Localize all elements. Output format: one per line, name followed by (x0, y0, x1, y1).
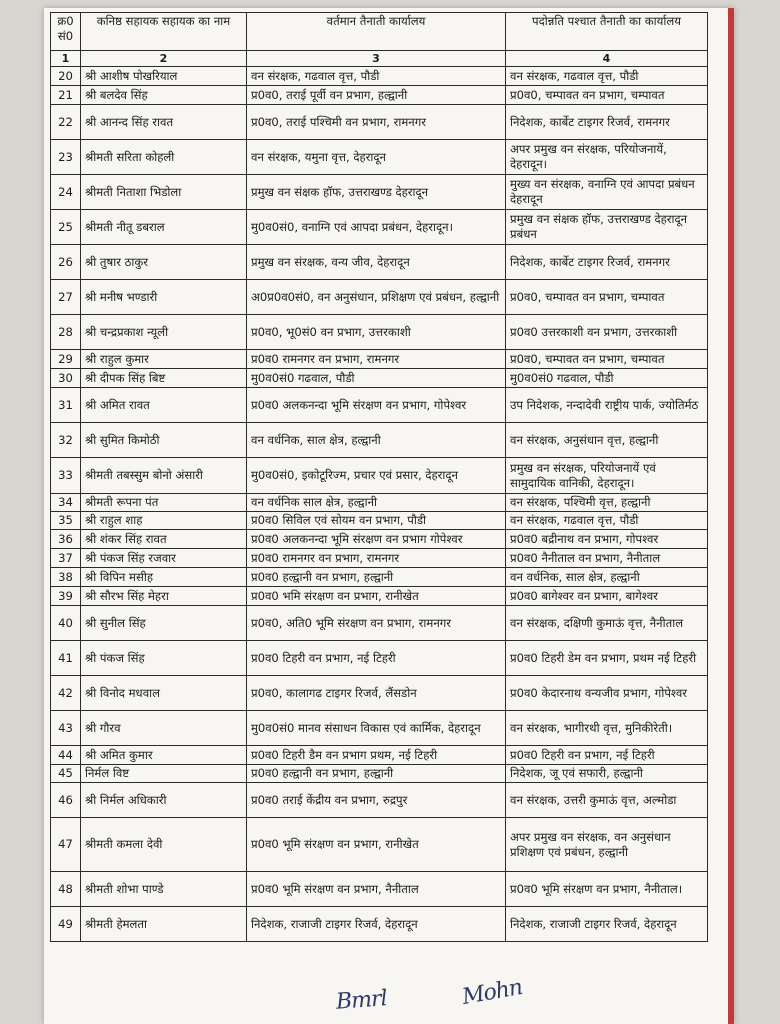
table-row (51, 280, 708, 315)
table-row (51, 245, 708, 280)
new-office-cell: प्र0व0 बागेश्वर वन प्रभाग, बागेश्वर (506, 587, 708, 606)
new-office-cell: वन संरक्षक, अनुसंधान वृत्त, हल्द्वानी (506, 423, 708, 458)
table-row (51, 494, 708, 512)
new-office-cell: मु0व0सं0 गढवाल, पौडी (506, 369, 708, 388)
table-body (51, 67, 708, 942)
current-office-cell: प्र0व0 हल्द्वानी वन प्रभाग, हल्द्वानी (247, 568, 506, 587)
employee-name-cell: श्री सौरभ सिंह मेहरा (81, 587, 247, 606)
serial-number-cell: 35 (51, 512, 81, 530)
table-row (51, 907, 708, 942)
index-cell: 4 (506, 51, 708, 67)
employee-name-cell: श्री विपिन मसीह (81, 568, 247, 587)
page-edge-strip (728, 8, 734, 1024)
employee-name-cell: श्री पंकज सिंह (81, 641, 247, 676)
current-office-cell: वन वर्धनिक साल क्षेत्र, हल्द्वानी (247, 494, 506, 512)
new-office-cell: निदेशक, जू एवं सफारी, हल्द्वानी (506, 765, 708, 783)
new-office-cell: वन वर्धनिक, साल क्षेत्र, हल्द्वानी (506, 568, 708, 587)
table-header-row (51, 13, 708, 51)
table-row (51, 549, 708, 568)
new-office-cell: प्र0व0 उत्तरकाशी वन प्रभाग, उत्तरकाशी (506, 315, 708, 350)
employee-name-cell: श्री सुनील सिंह (81, 606, 247, 641)
table-row (51, 872, 708, 907)
current-office-cell: प्र0व0 टिहरी डैम वन प्रभाग प्रथम, नई टिहरी (247, 746, 506, 765)
employee-name-cell: श्री बलदेव सिंह (81, 86, 247, 105)
table-row (51, 530, 708, 549)
table-row (51, 140, 708, 175)
new-office-cell: निदेशक, राजाजी टाइगर रिजर्व, देहरादून (506, 907, 708, 942)
new-office-cell: प्र0व0 बद्रीनाथ वन प्रभाग, गोपश्वर (506, 530, 708, 549)
employee-name-cell: निर्मल विष्ट (81, 765, 247, 783)
current-office-cell: प्र0व0 हल्द्वानी वन प्रभाग, हल्द्वानी (247, 765, 506, 783)
employee-name-cell: श्रीमती सरिता कोहली (81, 140, 247, 175)
new-office-cell: प्र0व0 केदारनाथ वन्यजीव प्रभाग, गोपेश्वर (506, 676, 708, 711)
serial-number-cell: 26 (51, 245, 81, 280)
header-current-office: वर्तमान तैनाती कार्यालय (247, 13, 506, 51)
serial-number-cell: 28 (51, 315, 81, 350)
new-office-cell: प्र0व0, चम्पावत वन प्रभाग, चम्पावत (506, 350, 708, 369)
current-office-cell: प्रमुख वन संक्षक हॉफ, उत्तराखण्ड देहरादून (247, 175, 506, 210)
new-office-cell: प्रमुख वन संरक्षक, परियोजनायें एवं सामुदायिक वानिकी, देहरादून। (506, 458, 708, 494)
serial-number-cell: 47 (51, 818, 81, 872)
promotion-posting-table (50, 12, 708, 942)
serial-number-cell: 37 (51, 549, 81, 568)
current-office-cell: मु0व0सं0 मानव संसाधन विकास एवं कार्मिक, देहरादून (247, 711, 506, 746)
current-office-cell: वन संरक्षक, यमुना वृत्त, देहरादून (247, 140, 506, 175)
new-office-cell: वन संरक्षक, दक्षिणी कुमाऊं वृत्त, नैनीताल (506, 606, 708, 641)
current-office-cell: प्र0व0 तराई केंद्रीय वन प्रभाग, रुद्रपुर (247, 783, 506, 818)
current-office-cell: प्र0व0 रामनगर वन प्रभाग, रामनगर (247, 350, 506, 369)
serial-number-cell: 40 (51, 606, 81, 641)
employee-name-cell: श्रीमती नीतू डबराल (81, 210, 247, 245)
current-office-cell: प्र0व0 सिविल एवं सोयम वन प्रभाग, पौडी (247, 512, 506, 530)
header-serial: क्र0 सं0 (51, 13, 81, 51)
new-office-cell: वन संरक्षक, पश्चिमी वृत्त, हल्द्वानी (506, 494, 708, 512)
employee-name-cell: श्री विनोद मधवाल (81, 676, 247, 711)
index-cell: 1 (51, 51, 81, 67)
current-office-cell: प्रमुख वन संरक्षक, वन्य जीव, देहरादून (247, 245, 506, 280)
new-office-cell: प्र0व0, चम्पावत वन प्रभाग, चम्पावत (506, 86, 708, 105)
current-office-cell: मु0व0सं0, इकोटूरिज्म, प्रचार एवं प्रसार, देहरादून (247, 458, 506, 494)
employee-name-cell: श्री राहुल शाह (81, 512, 247, 530)
new-office-cell: प्र0व0 भूमि संरक्षण वन प्रभाग, नैनीताल। (506, 872, 708, 907)
serial-number-cell: 23 (51, 140, 81, 175)
table-row (51, 67, 708, 86)
table-row (51, 676, 708, 711)
employee-name-cell: श्री अमित रावत (81, 388, 247, 423)
employee-name-cell: श्रीमती हेमलता (81, 907, 247, 942)
employee-name-cell: श्रीमती तबस्सुम बोनो अंसारी (81, 458, 247, 494)
new-office-cell: वन संरक्षक, भागीरथी वृत्त, मुनिकीरेती। (506, 711, 708, 746)
serial-number-cell: 27 (51, 280, 81, 315)
table-row (51, 512, 708, 530)
serial-number-cell: 41 (51, 641, 81, 676)
current-office-cell: अ0प्र0व0सं0, वन अनुसंधान, प्रशिक्षण एवं प्रबंधन, हल्द्वानी (247, 280, 506, 315)
table-row (51, 641, 708, 676)
new-office-cell: प्र0व0 टिहरी डेम वन प्रभाग, प्रथम नई टिहरी (506, 641, 708, 676)
serial-number-cell: 33 (51, 458, 81, 494)
serial-number-cell: 43 (51, 711, 81, 746)
new-office-cell: अपर प्रमुख वन संरक्षक, परियोजनायें, देहरादून। (506, 140, 708, 175)
table-row (51, 606, 708, 641)
table-row (51, 423, 708, 458)
employee-name-cell: श्री गौरव (81, 711, 247, 746)
employee-name-cell: श्री चन्द्रप्रकाश न्यूली (81, 315, 247, 350)
table-row (51, 587, 708, 606)
signature-2: Mohn (460, 974, 524, 1011)
serial-number-cell: 34 (51, 494, 81, 512)
table-row (51, 369, 708, 388)
current-office-cell: प्र0व0 अलकनन्दा भूमि संरक्षण वन प्रभाग गोपेश्वर (247, 530, 506, 549)
employee-name-cell: श्री दीपक सिंह बिष्ट (81, 369, 247, 388)
table-row (51, 105, 708, 140)
table-row (51, 458, 708, 494)
employee-name-cell: श्रीमती कमला देवी (81, 818, 247, 872)
table-row (51, 210, 708, 245)
current-office-cell: प्र0व0 भूमि संरक्षण वन प्रभाग, नैनीताल (247, 872, 506, 907)
serial-number-cell: 22 (51, 105, 81, 140)
table-row (51, 388, 708, 423)
new-office-cell: निदेशक, कार्बेट टाइगर रिजर्व, रामनगर (506, 105, 708, 140)
new-office-cell: निदेशक, कार्बेट टाइगर रिजर्व, रामनगर (506, 245, 708, 280)
employee-name-cell: श्री मनीष भण्डारी (81, 280, 247, 315)
serial-number-cell: 29 (51, 350, 81, 369)
table-row (51, 315, 708, 350)
table-row (51, 175, 708, 210)
table-row (51, 746, 708, 765)
current-office-cell: प्र0व0, अति0 भूमि संरक्षण वन प्रभाग, रामनगर (247, 606, 506, 641)
current-office-cell: प्र0व0 रामनगर वन प्रभाग, रामनगर (247, 549, 506, 568)
new-office-cell: प्र0व0 नैनीताल वन प्रभाग, नैनीताल (506, 549, 708, 568)
header-name: कनिष्ठ सहायक सहायक का नाम (81, 13, 247, 51)
table-row (51, 350, 708, 369)
serial-number-cell: 46 (51, 783, 81, 818)
new-office-cell: वन संरक्षक, गढवाल वृत्त, पौडी (506, 512, 708, 530)
employee-name-cell: श्रीमती रूपना पंत (81, 494, 247, 512)
document-page (44, 8, 734, 1024)
employee-name-cell: श्री आशीष पोखरियाल (81, 67, 247, 86)
serial-number-cell: 30 (51, 369, 81, 388)
new-office-cell: प्र0व0, चम्पावत वन प्रभाग, चम्पावत (506, 280, 708, 315)
table-row (51, 711, 708, 746)
current-office-cell: प्र0व0 भमि संरक्षण वन प्रभाग, रानीखेत (247, 587, 506, 606)
employee-name-cell: श्री सुमित किमोठी (81, 423, 247, 458)
current-office-cell: मु0व0सं0, वनाग्नि एवं आपदा प्रबंधन, देहरादून। (247, 210, 506, 245)
employee-name-cell: श्री राहुल कुमार (81, 350, 247, 369)
current-office-cell: प्र0व0, तराई पूर्वी वन प्रभाग, हल्द्वानी (247, 86, 506, 105)
new-office-cell: उप निदेशक, नन्दादेवी राष्ट्रीय पार्क, ज्योतिर्मठ (506, 388, 708, 423)
serial-number-cell: 20 (51, 67, 81, 86)
employee-name-cell: श्री तुषार ठाकुर (81, 245, 247, 280)
table-row (51, 783, 708, 818)
serial-number-cell: 24 (51, 175, 81, 210)
serial-number-cell: 42 (51, 676, 81, 711)
table-row (51, 86, 708, 105)
serial-number-cell: 32 (51, 423, 81, 458)
employee-name-cell: श्रीमती निताशा भिडोला (81, 175, 247, 210)
serial-number-cell: 21 (51, 86, 81, 105)
current-office-cell: प्र0व0, कालागढ टाइगर रिजर्व, लैंसडोन (247, 676, 506, 711)
serial-number-cell: 31 (51, 388, 81, 423)
current-office-cell: प्र0व0, तराई पश्चिमी वन प्रभाग, रामनगर (247, 105, 506, 140)
serial-number-cell: 25 (51, 210, 81, 245)
table-row (51, 568, 708, 587)
current-office-cell: प्र0व0 भूमि संरक्षण वन प्रभाग, रानीखेत (247, 818, 506, 872)
employee-name-cell: श्री अमित कुमार (81, 746, 247, 765)
new-office-cell: प्र0व0 टिहरी वन प्रभाग, नई टिहरी (506, 746, 708, 765)
index-cell: 2 (81, 51, 247, 67)
serial-number-cell: 38 (51, 568, 81, 587)
serial-number-cell: 49 (51, 907, 81, 942)
new-office-cell: अपर प्रमुख वन संरक्षक, वन अनुसंधान प्रशिक्षण एवं प्रबंधन, हल्द्वानी (506, 818, 708, 872)
employee-name-cell: श्री शंकर सिंह रावत (81, 530, 247, 549)
current-office-cell: मु0व0सं0 गढवाल, पौडी (247, 369, 506, 388)
current-office-cell: प्र0व0 टिहरी वन प्रभाग, नई टिहरी (247, 641, 506, 676)
signature-1: Bmrl (335, 986, 388, 1015)
employee-name-cell: श्री निर्मल अधिकारी (81, 783, 247, 818)
current-office-cell: प्र0व0, भू0सं0 वन प्रभाग, उत्तरकाशी (247, 315, 506, 350)
new-office-cell: वन संरक्षक, गढवाल वृत्त, पौडी (506, 67, 708, 86)
new-office-cell: वन संरक्षक, उत्तरी कुमाऊं वृत्त, अल्मोडा (506, 783, 708, 818)
employee-name-cell: श्री पंकज सिंह रजवार (81, 549, 247, 568)
current-office-cell: प्र0व0 अलकनन्दा भूमि संरक्षण वन प्रभाग, गोपेश्वर (247, 388, 506, 423)
current-office-cell: वन वर्धनिक, साल क्षेत्र, हल्द्वानी (247, 423, 506, 458)
serial-number-cell: 39 (51, 587, 81, 606)
serial-number-cell: 48 (51, 872, 81, 907)
table-row (51, 765, 708, 783)
current-office-cell: वन संरक्षक, गढवाल वृत्त, पौडी (247, 67, 506, 86)
serial-number-cell: 44 (51, 746, 81, 765)
employee-name-cell: श्रीमती शोभा पाण्डे (81, 872, 247, 907)
employee-name-cell: श्री आनन्द सिंह रावत (81, 105, 247, 140)
serial-number-cell: 45 (51, 765, 81, 783)
new-office-cell: प्रमुख वन संक्षक हॉफ, उत्तराखण्ड देहरादून प्रबंधन (506, 210, 708, 245)
table-row (51, 818, 708, 872)
serial-number-cell: 36 (51, 530, 81, 549)
header-new-office: पदोन्नति पश्चात तैनाती का कार्यालय (506, 13, 708, 51)
current-office-cell: निदेशक, राजाजी टाइगर रिजर्व, देहरादून (247, 907, 506, 942)
new-office-cell: मुख्य वन संरक्षक, वनाग्नि एवं आपदा प्रबंधन देहरादून (506, 175, 708, 210)
index-cell: 3 (247, 51, 506, 67)
column-index-row (51, 51, 708, 67)
